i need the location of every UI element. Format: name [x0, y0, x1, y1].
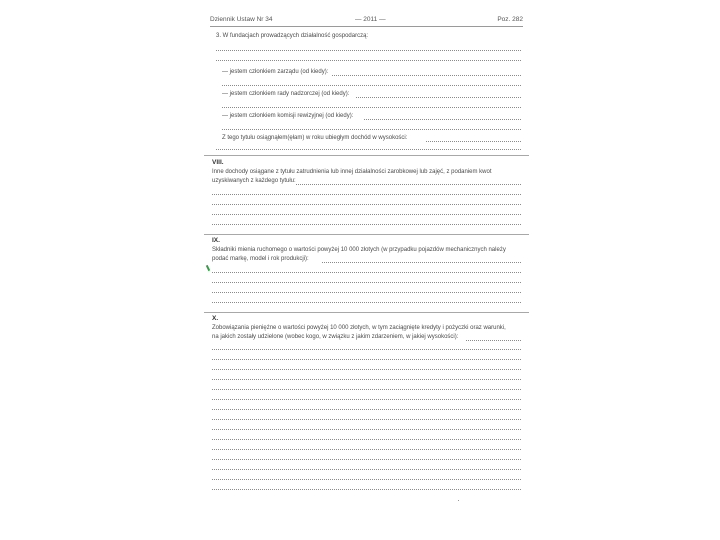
fill-line[interactable] — [212, 272, 521, 273]
item-3-label: 3. W fundacjach prowadzących działalność gospodarczą: — [216, 33, 369, 39]
fill-line[interactable] — [322, 262, 521, 263]
fill-line[interactable] — [212, 489, 521, 490]
section-divider — [204, 312, 529, 313]
fill-line[interactable] — [466, 340, 521, 341]
fill-line[interactable] — [212, 204, 521, 205]
fill-line[interactable] — [222, 107, 521, 108]
supervisory-label: — jestem członkiem rady nadzorczej (od kiedy): — [222, 91, 350, 97]
fill-line[interactable] — [216, 149, 521, 150]
section-ix-text-2: podać markę, model i rok produkcji): — [212, 256, 309, 262]
section-x-text-1: Zobowiązania pieniężne o wartości powyżej 10 000 złotych, w tym zaciągnięte kredyty i pożyczki oraz warunki, — [212, 325, 506, 331]
income-label: Z tego tytułu osiągnąłem(ęłam) w roku ubiegłym dochód w wysokości: — [222, 135, 408, 141]
fill-line[interactable] — [212, 469, 521, 470]
management-label: — jestem członkiem zarządu (od kiedy): — [222, 69, 329, 75]
fill-line[interactable] — [212, 449, 521, 450]
fill-line[interactable] — [426, 141, 521, 142]
fill-line[interactable] — [212, 479, 521, 480]
fill-line[interactable] — [212, 292, 521, 293]
section-x-heading: X. — [212, 315, 219, 322]
fill-line[interactable] — [212, 349, 521, 350]
fill-line[interactable] — [212, 369, 521, 370]
pen-mark — [206, 265, 210, 271]
fill-line[interactable] — [212, 419, 521, 420]
section-viii-text-1: Inne dochody osiągane z tytułu zatrudnienia lub innej działalności zarobkowej lub zajęć, z podaniem kwot — [212, 169, 492, 175]
fill-line[interactable] — [216, 50, 521, 51]
section-viii-text-2: uzyskiwanych z każdego tytułu: — [212, 178, 296, 184]
document-page — [196, 8, 536, 528]
fill-line[interactable] — [212, 409, 521, 410]
fill-line[interactable] — [222, 85, 521, 86]
fill-line[interactable] — [332, 75, 521, 76]
section-divider — [204, 155, 529, 156]
fill-line[interactable] — [216, 60, 521, 61]
fill-line[interactable] — [212, 399, 521, 400]
section-x-text-2: na jakich zostały udzielone (wobec kogo, w związku z jakim zdarzeniem, w jakiej wysokości): — [212, 334, 459, 340]
fill-line[interactable] — [212, 194, 521, 195]
section-ix-heading: IX. — [212, 237, 220, 244]
fill-line[interactable] — [212, 282, 521, 283]
fill-line[interactable] — [212, 359, 521, 360]
fill-line[interactable] — [364, 119, 521, 120]
section-viii-heading: VIII. — [212, 159, 224, 166]
fill-line[interactable] — [356, 97, 521, 98]
audit-label: — jestem członkiem komisji rewizyjnej (od kiedy): — [222, 113, 354, 119]
fill-line[interactable] — [212, 214, 521, 215]
fill-line[interactable] — [212, 459, 521, 460]
fill-line[interactable] — [222, 129, 521, 130]
section-divider — [204, 234, 529, 235]
fill-line[interactable] — [212, 389, 521, 390]
section-ix-text-1: Składniki mienia ruchomego o wartości powyżej 10 000 złotych (w przypadku pojazdów mechanicznych należy — [212, 247, 506, 253]
fill-line[interactable] — [212, 224, 521, 225]
position-number: Poz. 282 — [497, 16, 523, 23]
scan-speck — [458, 500, 459, 501]
journal-title: Dziennik Ustaw Nr 34 — [210, 16, 273, 23]
page-header — [210, 14, 523, 27]
year-label: — 2011 — — [355, 16, 386, 23]
fill-line[interactable] — [212, 439, 521, 440]
fill-line[interactable] — [212, 429, 521, 430]
fill-line[interactable] — [296, 184, 521, 185]
fill-line[interactable] — [212, 302, 521, 303]
fill-line[interactable] — [212, 379, 521, 380]
